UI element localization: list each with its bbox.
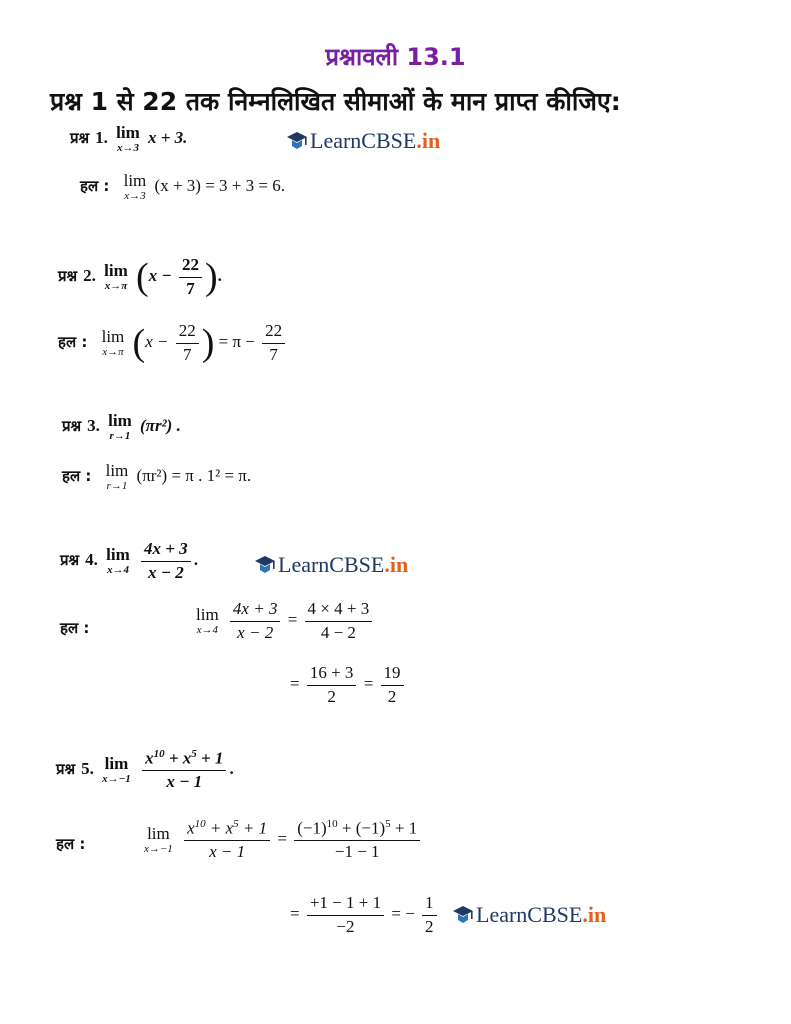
- graduation-cap-icon: [452, 904, 474, 926]
- question-expression: x + 3.: [148, 127, 188, 147]
- question-label: प्रश्न: [58, 267, 78, 286]
- limit-operator: lim x→4: [106, 545, 130, 577]
- brand-logo: [286, 128, 440, 154]
- solution-label: हल :: [56, 835, 86, 853]
- question-expression: (πr²) .: [140, 415, 181, 435]
- fraction: $\frac{+1 - 1 + 1}{-2}$: [307, 894, 384, 936]
- solution-2: हल : lim x→π (x − $\frac{22}{7}$ ) = π − $\frac{22}{7}$: [58, 322, 288, 364]
- brand-name: LearnCBSE: [476, 902, 583, 927]
- fraction: $\frac{19}{2}$: [381, 664, 404, 706]
- limit-operator: lim x→−1: [144, 824, 173, 856]
- limit-operator: lim x→−1: [102, 754, 131, 786]
- limit-operator: lim x→π: [101, 327, 125, 359]
- limit-operator: lim x→3: [123, 171, 147, 202]
- question-label: प्रश्न: [70, 128, 90, 147]
- question-number: 4.: [85, 550, 98, 570]
- question-5: प्रश्न 5. lim x→−1 $\frac{x^{10} + x^5 + 1}{x - 1}$ .: [56, 748, 234, 792]
- brand-logo: [452, 902, 606, 928]
- fraction: $\frac{4x + 3}{x - 2}$: [230, 600, 281, 642]
- question-label: प्रश्न: [62, 416, 82, 435]
- solution-label: हल :: [58, 333, 88, 352]
- solution-3: [62, 462, 251, 492]
- fraction: $\frac{(-1)^{10} + (-1)^5 + 1}{-1 - 1}$: [294, 818, 420, 862]
- fraction: $\frac{4 \times 4 + 3}{4 - 2}$: [305, 600, 373, 642]
- fraction: $\frac{x^{10} + x^5 + 1}{x - 1}$: [142, 748, 226, 792]
- question-1: [70, 124, 187, 154]
- fraction: $\frac{22}{7}$: [176, 322, 199, 364]
- question-label: प्रश्न: [56, 759, 76, 778]
- solution-expression: (x + 3) = 3 + 3 = 6.: [154, 175, 285, 195]
- brand-suffix: .in: [582, 902, 607, 927]
- limit-operator: lim r→1: [108, 411, 132, 442]
- solution-label: हल :: [60, 619, 90, 637]
- question-label: प्रश्न: [60, 551, 80, 570]
- page-title: प्रश्नावली 13.1: [325, 43, 466, 71]
- solution-expression: (πr²) = π . 1² = π.: [136, 465, 252, 485]
- fraction: $\frac{x^{10} + x^5 + 1}{x - 1}$: [184, 818, 270, 862]
- solution-5-step-1: lim x→−1 $\frac{x^{10} + x^5 + 1}{x - 1}$ = $\frac{(-1)^{10} + (-1)^5 + 1}{-1 - 1}$: [140, 818, 423, 862]
- question-number: 1.: [95, 127, 108, 147]
- solution-5-step-2: = $\frac{+1 - 1 + 1}{-2}$ = − $\frac{1}{2}$: [290, 894, 440, 936]
- solution-expression: = π −: [218, 332, 255, 352]
- brand-name: LearnCBSE: [310, 128, 417, 153]
- limit-operator: lim x→4: [196, 605, 219, 637]
- question-number: 3.: [87, 415, 100, 435]
- limit-operator: lim x→π: [104, 261, 128, 293]
- question-2: प्रश्न 2. lim x→π (x − $\frac{22}{7}$ ).: [58, 255, 222, 299]
- question-4: प्रश्न 4. lim x→4 $\frac{4x + 3}{x - 2}$ .: [60, 539, 198, 582]
- expression-part: x −: [148, 266, 172, 286]
- brand-suffix: .in: [416, 128, 441, 153]
- solution-label: हल :: [80, 176, 110, 195]
- question-number: 2.: [83, 266, 96, 286]
- solution-4-step-1: lim x→4 $\frac{4x + 3}{x - 2}$ = $\frac{4 \times 4 + 3}{4 - 2}$: [192, 600, 375, 642]
- limit-operator: lim r→1: [105, 461, 129, 492]
- brand-logo: [254, 552, 408, 578]
- question-number: 5.: [81, 758, 94, 778]
- fraction: $\frac{22}{7}$: [179, 256, 202, 298]
- solution-1: [80, 172, 285, 202]
- graduation-cap-icon: [286, 130, 308, 152]
- fraction: $\frac{4x + 3}{x - 2}$: [141, 540, 191, 582]
- solution-expression: = −: [391, 904, 415, 924]
- fraction: $\frac{22}{7}$: [262, 322, 285, 364]
- graduation-cap-icon: [254, 554, 276, 576]
- brand-name: LearnCBSE: [278, 552, 385, 577]
- page-subtitle: प्रश्न 1 से 22 तक निम्नलिखित सीमाओं के मान प्राप्त कीजिए:: [50, 87, 621, 116]
- solution-label: हल :: [62, 466, 92, 485]
- solution-4-step-2: = $\frac{16 + 3}{2}$ = $\frac{19}{2}$: [290, 664, 407, 706]
- brand-suffix: .in: [384, 552, 409, 577]
- solution-4-label: [60, 618, 95, 638]
- fraction: $\frac{1}{2}$: [422, 894, 437, 936]
- limit-operator: lim x→3: [116, 123, 140, 154]
- question-3: [62, 412, 181, 442]
- fraction: $\frac{16 + 3}{2}$: [307, 664, 357, 706]
- solution-5-label: [56, 834, 91, 854]
